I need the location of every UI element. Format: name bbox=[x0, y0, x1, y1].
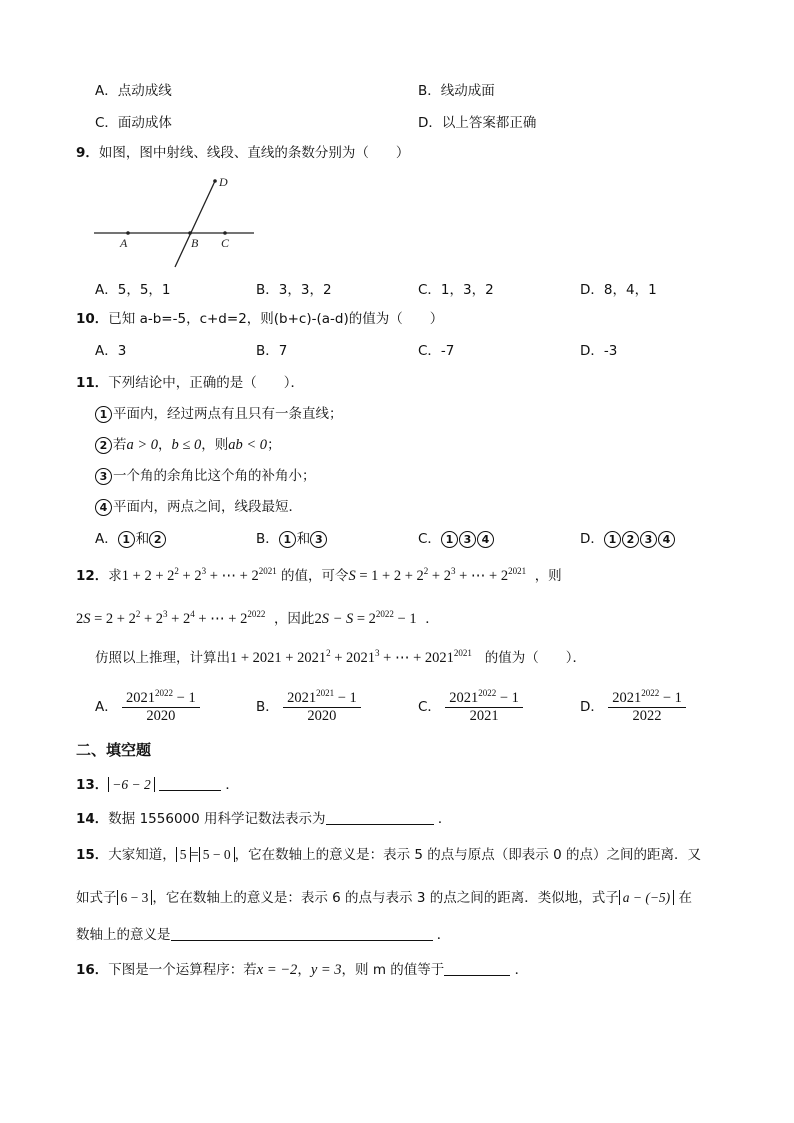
q15-abs-5-0: 5 − 0 bbox=[199, 847, 235, 862]
q15-t1: 大家知道， bbox=[108, 847, 176, 863]
q10-option-c: C．-7 bbox=[418, 343, 455, 359]
circled-number-1: 1 bbox=[441, 531, 458, 548]
q12-c-minus1: − 1 bbox=[496, 689, 519, 706]
q11-stem bbox=[76, 373, 304, 393]
q11-number: 11． bbox=[76, 375, 109, 391]
q11-and: 和 bbox=[296, 531, 311, 547]
q15-equals: = bbox=[190, 847, 199, 863]
q12-b-den: 2020 bbox=[307, 707, 337, 724]
q11-a-label: A． bbox=[95, 531, 118, 547]
q15-end: ． bbox=[436, 927, 451, 943]
circled-number-3: 3 bbox=[310, 531, 327, 548]
q9-option-c: C．1，3，2 bbox=[418, 282, 494, 298]
q11-option-b bbox=[256, 529, 328, 549]
q12-target-expr: $1 + 2021 + 2021^2 + 2021^3$ + ⋯ + $2021^{2021}$ bbox=[230, 648, 472, 666]
q15-answer-blank[interactable] bbox=[171, 926, 433, 941]
q16-end: ． bbox=[514, 962, 529, 978]
q8-option-a: A．点动成线 bbox=[95, 83, 172, 99]
q11-option-c bbox=[418, 529, 495, 549]
circled-number-4: 4 bbox=[658, 531, 675, 548]
q15-t6: 数轴上的意义是 bbox=[76, 927, 171, 943]
q12-b-exp: 2021 bbox=[316, 687, 335, 698]
q15-line-1 bbox=[76, 845, 701, 865]
q13-answer-blank[interactable] bbox=[159, 776, 221, 791]
circled-number-3: 3 bbox=[95, 468, 112, 485]
q14-number: 14． bbox=[76, 811, 109, 827]
q14-answer-blank[interactable] bbox=[326, 810, 434, 825]
q11-s2-math-3: ab < 0 bbox=[228, 437, 268, 453]
q12-2s-def: $2S = 2 + 2^2 + 2^3 + 2^4$ + ⋯ + $2^{2022}$ bbox=[76, 609, 266, 627]
q16-number: 16． bbox=[76, 962, 109, 978]
q15-line-3 bbox=[76, 925, 450, 945]
circled-number-2: 2 bbox=[95, 437, 112, 454]
q8-option-c: C．面动成体 bbox=[95, 115, 172, 131]
q12-t3: ，则 bbox=[534, 568, 562, 584]
circled-number-2: 2 bbox=[622, 531, 639, 548]
q12-number: 12． bbox=[76, 568, 109, 584]
q12-a-minus1: − 1 bbox=[173, 689, 196, 706]
q16-y-value: y = 3 bbox=[310, 962, 342, 978]
q12-t2: 的值，可令 bbox=[281, 568, 349, 584]
q12-option-b bbox=[256, 689, 361, 725]
circled-number-1: 1 bbox=[604, 531, 621, 548]
q12-b-label: B． bbox=[256, 699, 279, 715]
q12-option-c bbox=[418, 689, 523, 725]
q9-text: 如图，图中射线、线段、直线的条数分别为（ ） bbox=[98, 145, 410, 161]
q15-t5: 在 bbox=[678, 890, 692, 906]
q11-option-d bbox=[580, 529, 676, 549]
q9-label-a: A bbox=[120, 236, 128, 250]
q16-answer-blank[interactable] bbox=[444, 961, 510, 976]
q12-d-label: D． bbox=[580, 699, 604, 715]
q15-t2: ，它在数轴上的意义是：表示 5 的点与原点（即表示 0 的点）之间的距离．又 bbox=[234, 847, 701, 863]
q15-abs-6-3: 6 − 3 bbox=[117, 890, 153, 905]
q11-s1-text: 平面内，经过两点有且只有一条直线； bbox=[113, 406, 343, 422]
q8-option-d: D．以上答案都正确 bbox=[418, 115, 537, 131]
q13 bbox=[76, 775, 239, 795]
q12-a-exp: 2022 bbox=[155, 687, 174, 698]
q12-c-exp: 2022 bbox=[478, 687, 497, 698]
q9-stem bbox=[76, 143, 409, 163]
q9-option-b: B．3，3，2 bbox=[256, 282, 332, 298]
q11-option-a bbox=[95, 529, 167, 549]
q12-sum-expr: $1 + 2 + 2^2 + 2^3$ + ⋯ + $2^{2021}$ bbox=[121, 566, 277, 584]
q11-s2-mid: ， bbox=[158, 437, 172, 453]
q13-number: 13． bbox=[76, 777, 109, 793]
circled-number-4: 4 bbox=[95, 499, 112, 516]
q9-line-bd bbox=[175, 181, 215, 267]
q9-point-d bbox=[213, 179, 217, 183]
q11-statement-4 bbox=[95, 497, 302, 517]
q12-b-base: 2021 bbox=[287, 689, 317, 706]
q12-a-den: 2020 bbox=[146, 707, 176, 724]
q8-option-b: B．线动成面 bbox=[418, 83, 495, 99]
q12-diff: $2S - S = 2^{2022} - 1$ bbox=[314, 609, 417, 627]
q11-b-label: B． bbox=[256, 531, 279, 547]
q9-option-d: D．8，4，1 bbox=[580, 282, 657, 298]
q9-number: 9． bbox=[76, 145, 99, 161]
q15-line-2 bbox=[76, 888, 692, 908]
q11-statement-1 bbox=[95, 404, 343, 424]
q14-text: 数据 1556000 用科学记数法表示为 bbox=[108, 811, 326, 827]
circled-number-2: 2 bbox=[149, 531, 166, 548]
q16-t1: 下图是一个运算程序：若 bbox=[108, 962, 257, 978]
q12-d-base: 2021 bbox=[612, 689, 642, 706]
circled-number-1: 1 bbox=[95, 406, 112, 423]
q15-number: 15． bbox=[76, 847, 109, 863]
q12-c-label: C． bbox=[418, 699, 441, 715]
q16-t2: ， bbox=[297, 962, 311, 978]
q16 bbox=[76, 960, 528, 980]
q12-d-exp: 2022 bbox=[641, 687, 660, 698]
circled-number-4: 4 bbox=[477, 531, 494, 548]
q9-label-c: C bbox=[221, 236, 230, 250]
q12-line-1 bbox=[76, 566, 562, 586]
q12-t1: 求 bbox=[108, 568, 122, 584]
q12-c-den: 2021 bbox=[469, 707, 499, 724]
q10-stem bbox=[76, 309, 443, 329]
q9-point-c bbox=[223, 231, 227, 235]
q12-a-label: A． bbox=[95, 699, 118, 715]
q15-t3: 如式子 bbox=[76, 890, 117, 906]
q11-and: 和 bbox=[135, 531, 150, 547]
q11-s2-pre: 若 bbox=[113, 437, 127, 453]
q15-abs-5: 5 bbox=[176, 847, 191, 862]
q12-line-2 bbox=[76, 609, 439, 629]
q11-statement-3 bbox=[95, 466, 316, 486]
q11-d-label: D． bbox=[580, 531, 604, 547]
q11-s2-math-1: a > 0 bbox=[126, 437, 159, 453]
q12-s-def: $S = 1 + 2 + 2^2 + 2^3$ + ⋯ + $2^{2021}$ bbox=[348, 566, 527, 584]
q9-point-b bbox=[188, 231, 192, 235]
q11-text: 下列结论中，正确的是（ ）． bbox=[108, 375, 305, 391]
circled-number-3: 3 bbox=[640, 531, 657, 548]
q9-point-a bbox=[126, 231, 130, 235]
q12-c-fraction bbox=[445, 687, 523, 725]
q12-d-minus1: − 1 bbox=[659, 689, 682, 706]
q12-line-3 bbox=[95, 648, 586, 668]
circled-number-1: 1 bbox=[118, 531, 135, 548]
q15-t4: ，它在数轴上的意义是：表示 6 的点与表示 3 的点之间的距离．类似地，式子 bbox=[152, 890, 619, 906]
q9-label-d: D bbox=[219, 175, 228, 189]
q12-d-fraction bbox=[608, 687, 686, 725]
q11-s2-end: ； bbox=[267, 437, 281, 453]
q14-end: ． bbox=[437, 811, 452, 827]
q12-d-den: 2022 bbox=[632, 707, 662, 724]
q11-s4-text: 平面内，两点之间，线段最短． bbox=[113, 499, 302, 515]
q16-t3: ，则 m 的值等于 bbox=[341, 962, 445, 978]
q13-end: ． bbox=[225, 777, 239, 793]
q16-x-value: x = −2 bbox=[256, 962, 298, 978]
q11-statement-2 bbox=[95, 435, 281, 455]
q10-option-a: A．3 bbox=[95, 343, 127, 359]
q10-option-d: D．-3 bbox=[580, 343, 618, 359]
circled-number-3: 3 bbox=[459, 531, 476, 548]
q12-t6: 仿照以上推理，计算出 bbox=[95, 650, 230, 666]
q9-figure bbox=[90, 172, 260, 272]
q10-option-b: B．7 bbox=[256, 343, 288, 359]
q12-t7: 的值为（ ）． bbox=[484, 650, 587, 666]
q15-abs-a-plus5: a − (−5) bbox=[619, 890, 674, 905]
q10-text: 已知 a-b=-5，c+d=2，则(b+c)-(a-d)的值为（ ） bbox=[108, 311, 444, 327]
q12-option-d bbox=[580, 689, 686, 725]
section-heading-fill-blank: 二、填空题 bbox=[76, 741, 152, 759]
q10-number: 10． bbox=[76, 311, 109, 327]
q12-t5: ． bbox=[425, 611, 439, 627]
q12-t4: ，因此 bbox=[273, 611, 315, 627]
q9-option-a: A．5，5，1 bbox=[95, 282, 171, 298]
q13-abs-expr: −6 − 2 bbox=[108, 777, 154, 792]
q12-b-fraction bbox=[283, 687, 361, 725]
q11-c-label: C． bbox=[418, 531, 441, 547]
q9-label-b: B bbox=[191, 236, 199, 250]
q11-s3-text: 一个角的余角比这个角的补角小； bbox=[113, 468, 316, 484]
q11-s2-math-2: b ≤ 0 bbox=[171, 437, 202, 453]
q14 bbox=[76, 809, 451, 829]
q12-b-minus1: − 1 bbox=[334, 689, 357, 706]
q12-a-fraction bbox=[122, 687, 200, 725]
q11-s2-mid2: ，则 bbox=[201, 437, 229, 453]
q12-option-a bbox=[95, 689, 200, 725]
circled-number-1: 1 bbox=[279, 531, 296, 548]
q12-a-base: 2021 bbox=[126, 689, 156, 706]
q12-c-base: 2021 bbox=[449, 689, 479, 706]
